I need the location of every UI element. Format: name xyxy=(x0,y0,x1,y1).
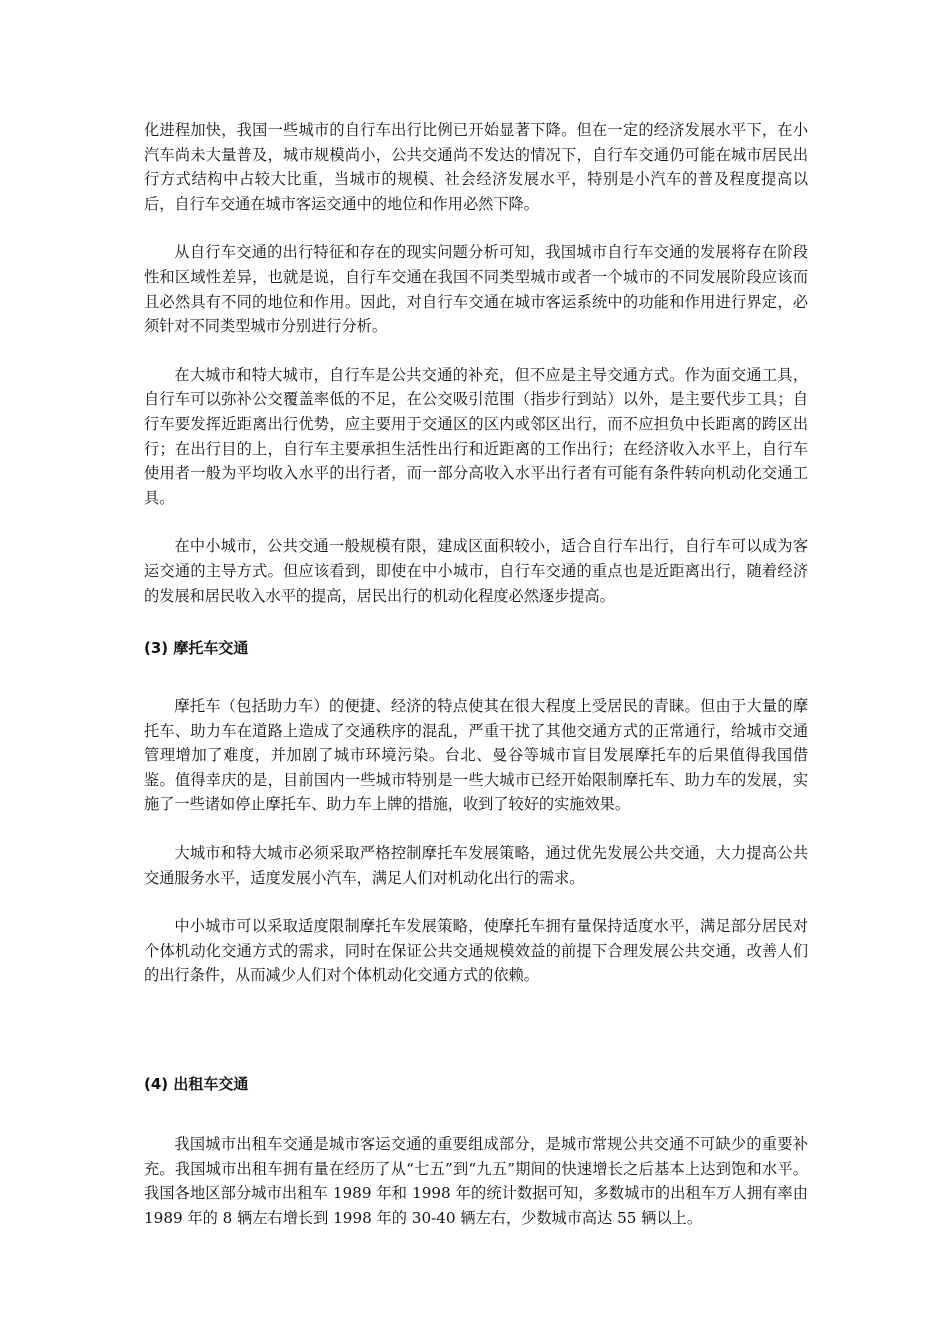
paragraph-bicycle-decline: 化进程加快，我国一些城市的自行车出行比例已开始显著下降。但在一定的经济发展水平下，在小汽车尚未大量普及，城市规模尚小，公共交通尚不发达的情况下，自行车交通仍可能在城市居民出行方式结构中占较大比重，当城市的规模、社会经济发展水平，特别是小汽车的普及程度提高以后，自行车交通在城市客运交通中的地位和作用必然下降。 xyxy=(144,121,808,213)
paragraph-motorcycle-large-cities: 大城市和特大城市必须采取严格控制摩托车发展策略，通过优先发展公共交通，大力提高公共交通服务水平，适度发展小汽车，满足人们对机动化出行的需求。 xyxy=(144,844,808,887)
section-heading-motorcycle: (3) 摩托车交通 xyxy=(144,639,249,658)
section-heading-taxi: (4) 出租车交通 xyxy=(144,1075,249,1094)
document-page xyxy=(144,118,808,1230)
paragraph-large-cities: 在大城市和特大城市，自行车是公共交通的补充，但不应是主导交通方式。作为面交通工具，自行车可以弥补公交覆盖率低的不足，在公交吸引范围（指步行到站）以外，是主要代步工具；自行车要发挥近距离出行优势，应主要用于交通区的区内或邻区出行，而不应担负中长距离的跨区出行；在出行目的上，自行车主要承担生活性出行和近距离的工作出行；在经济收入水平上，自行车使用者一般为平均收入水平的出行者，而一部分高收入水平出行者有可能有条件转向机动化交通工具。 xyxy=(144,365,808,507)
paragraph-small-cities: 在中小城市，公共交通一般规模有限，建成区面积较小，适合自行车出行，自行车可以成为客运交通的主导方式。但应该看到，即使在中小城市，自行车交通的重点也是近距离出行，随着经济的发展和居民收入水平的提高，居民出行的机动化程度必然逐步提高。 xyxy=(144,537,808,605)
paragraph-bicycle-differences: 从自行车交通的出行特征和存在的现实问题分析可知，我国城市自行车交通的发展将存在阶段性和区域性差异，也就是说，自行车交通在我国不同类型城市或者一个城市的不同发展阶段应该而且必然具有不同的地位和作用。因此，对自行车交通在城市客运系统中的功能和作用进行界定，必须针对不同类型城市分别进行分析。 xyxy=(144,243,808,336)
paragraph-motorcycle-intro: 摩托车（包括助力车）的便捷、经济的特点使其在很大程度上受居民的青睐。但由于大量的摩托车、助力车在道路上造成了交通秩序的混乱，严重干扰了其他交通方式的正常通行，给城市交通管理增加了难度，并加剧了城市环境污染。台北、曼谷等城市盲目发展摩托车的后果值得我国借鉴。值得幸庆的是，目前国内一些城市特别是一些大城市已经开始限制摩托车、助力车的发展，实施了一些诸如停止摩托车、助力车上牌的措施，收到了较好的实施效果。 xyxy=(144,697,808,814)
paragraph-taxi-intro: 我国城市出租车交通是城市客运交通的重要组成部分，是城市常规公共交通不可缺少的重要补充。我国城市出租车拥有量在经历了从“七五”到“九五”期间的快速增长之后基本上达到饱和水平。我国各地区部分城市出租车 1989 年和 1998 年的统计数据可知，多数城市的出租车万人拥有率由 1989 年的 8 辆左右增长到 1998 年的 30-40 辆左右，少数城市高达 55 辆以上。 xyxy=(144,1135,808,1227)
paragraph-motorcycle-small-cities: 中小城市可以采取适度限制摩托车发展策略，使摩托车拥有量保持适度水平，满足部分居民对个体机动化交通方式的需求，同时在保证公共交通规模效益的前提下合理发展公共交通，改善人们的出行条件，从而减少人们对个体机动化交通方式的依赖。 xyxy=(144,917,808,985)
